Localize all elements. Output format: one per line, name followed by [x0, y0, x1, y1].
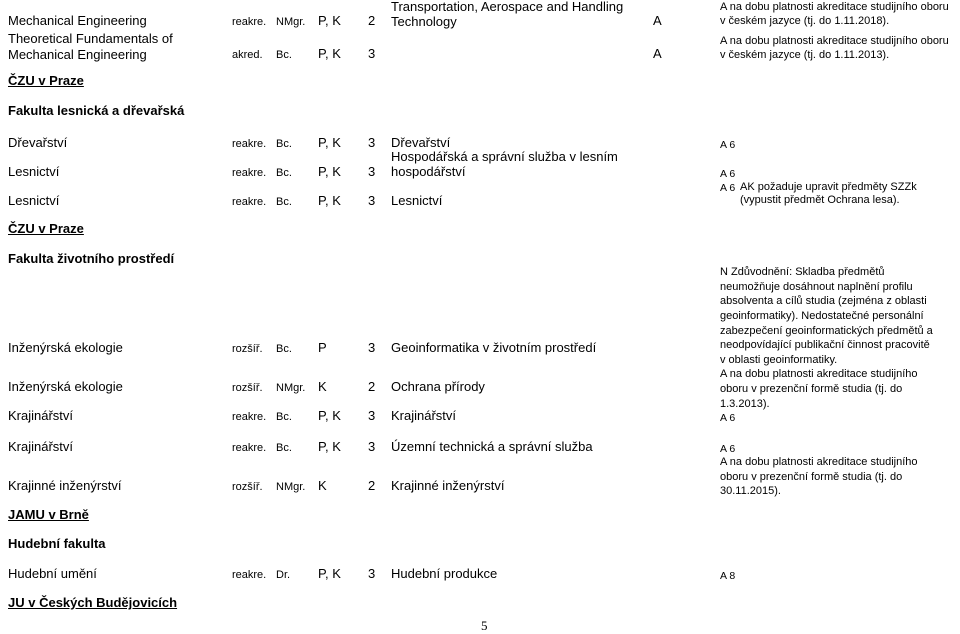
table-row-field: Hudební produkce [391, 566, 498, 581]
table-row-type: rozšíř. [232, 481, 263, 493]
table-row-decision: A 6 [720, 182, 736, 194]
table-row-years: 3 [368, 135, 376, 150]
table-row-degree: Bc. [276, 196, 292, 208]
university-heading: JU v Českých Budějovicích [8, 595, 178, 610]
faculty-heading: Fakulta životního prostředí [8, 251, 175, 266]
table-row-degree: Dr. [276, 569, 291, 581]
row1-decision: A [653, 13, 662, 28]
table-row-form: P, K [318, 439, 341, 454]
table-row-note: AK požaduje upravit předměty SZZk (vypustit předmět Ochrana lesa). [740, 181, 917, 207]
table-row-years: 3 [368, 164, 376, 179]
table-row-decision: A 6 [720, 443, 736, 455]
university-heading: ČZU v Praze [8, 73, 84, 88]
table-row-type: reakre. [232, 167, 267, 179]
row1-years: 2 [368, 13, 376, 28]
table-row-degree: Bc. [276, 138, 292, 150]
table-row-type: reakre. [232, 411, 267, 423]
row1-form: P, K [318, 13, 341, 28]
table-row-field: Hospodářská a správní služba v lesním hospodářství [391, 149, 618, 179]
table-row-program: Krajinářství [8, 439, 74, 454]
table-row-decision: A 6 [720, 168, 736, 180]
table-row-type: reakre. [232, 138, 267, 150]
table-row-type: rozšíř. [232, 382, 263, 394]
table-row-field: Krajinářství [391, 408, 457, 423]
table-row-degree: NMgr. [276, 382, 306, 394]
table-row-degree: NMgr. [276, 481, 306, 493]
table-row-decision: A 6 [720, 139, 736, 151]
row1-degree: NMgr. [276, 16, 306, 28]
table-row-type: reakre. [232, 442, 267, 454]
faculty-heading: Hudební fakulta [8, 536, 106, 551]
table-row-field: Ochrana přírody [391, 379, 485, 394]
table-row-field: Dřevařství [391, 135, 451, 150]
row2-program: Theoretical Fundamentals of Mechanical Engineering [8, 31, 173, 62]
table-row-years: 3 [368, 193, 376, 208]
row1-program: Mechanical Engineering [8, 13, 147, 28]
row2-years: 3 [368, 46, 376, 61]
table-row-type: rozšíř. [232, 343, 263, 355]
table-row-form: P [318, 340, 327, 355]
row1-field: Transportation, Aerospace and Handling Technology [391, 0, 624, 29]
table-row-degree: Bc. [276, 411, 292, 423]
table-row-years: 3 [368, 566, 376, 581]
table-row-years: 3 [368, 408, 376, 423]
table-row-years: 3 [368, 340, 376, 355]
university-heading: JAMU v Brně [8, 507, 89, 522]
row2-degree: Bc. [276, 49, 292, 61]
table-row-type: reakre. [232, 569, 267, 581]
table-row-form: P, K [318, 566, 341, 581]
university-heading: ČZU v Praze [8, 221, 84, 236]
table-row-decision: A 8 [720, 570, 736, 582]
landscape-note: A na dobu platnosti akreditace studijního oboru v prezenční formě studia (tj. do 30.11.2015). [720, 456, 918, 498]
table-row-field: Krajinné inženýrství [391, 478, 505, 493]
table-row-degree: Bc. [276, 343, 292, 355]
table-row-program: Inženýrská ekologie [8, 340, 123, 355]
geoinformatics-note: N Zdůvodnění: Skladba předmětů neumožňuje dosáhnout naplnění profilu absolventa a cílů studia (zejména z oblasti geoinformatiky). Nedostatečné personální zabezpečení geoinformatických předmětů a neodpovídající publikační činnost pracovitě v oblasti geoinformatiky. A na dobu platnosti akreditace studijního oboru v prezenční formě studia (tj. do 1.3.2013). [720, 266, 933, 410]
row2-type: akred. [232, 49, 263, 61]
table-row-form: P, K [318, 193, 341, 208]
table-row-form: P, K [318, 164, 341, 179]
table-row-field: Lesnictví [391, 193, 443, 208]
table-row-program: Lesnictví [8, 193, 60, 208]
table-row-years: 2 [368, 478, 376, 493]
table-row-program: Hudební umění [8, 566, 97, 581]
row2-note: A na dobu platnosti akreditace studijního oboru v českém jazyce (tj. do 1.11.2013). [720, 35, 949, 61]
page-number: 5 [481, 618, 488, 633]
table-row-degree: Bc. [276, 167, 292, 179]
table-row-decision: A 6 [720, 412, 736, 424]
table-row-program: Krajinářství [8, 408, 74, 423]
table-row-program: Krajinné inženýrství [8, 478, 122, 493]
table-row-years: 3 [368, 439, 376, 454]
row2-form: P, K [318, 46, 341, 61]
table-row-field: Územní technická a správní služba [391, 439, 593, 454]
table-row-form: P, K [318, 135, 341, 150]
row1-type: reakre. [232, 16, 267, 28]
table-row-years: 2 [368, 379, 376, 394]
table-row-degree: Bc. [276, 442, 292, 454]
table-row-form: K [318, 478, 327, 493]
row1-note: A na dobu platnosti akreditace studijního oboru v českém jazyce (tj. do 1.11.2018). [720, 1, 949, 27]
table-row-form: P, K [318, 408, 341, 423]
table-row-program: Dřevařství [8, 135, 68, 150]
table-row-program: Inženýrská ekologie [8, 379, 123, 394]
row2-decision: A [653, 46, 662, 61]
table-row-field: Geoinformatika v životním prostředí [391, 340, 597, 355]
table-row-type: reakre. [232, 196, 267, 208]
faculty-heading: Fakulta lesnická a dřevařská [8, 103, 185, 118]
table-row-program: Lesnictví [8, 164, 60, 179]
table-row-form: K [318, 379, 327, 394]
